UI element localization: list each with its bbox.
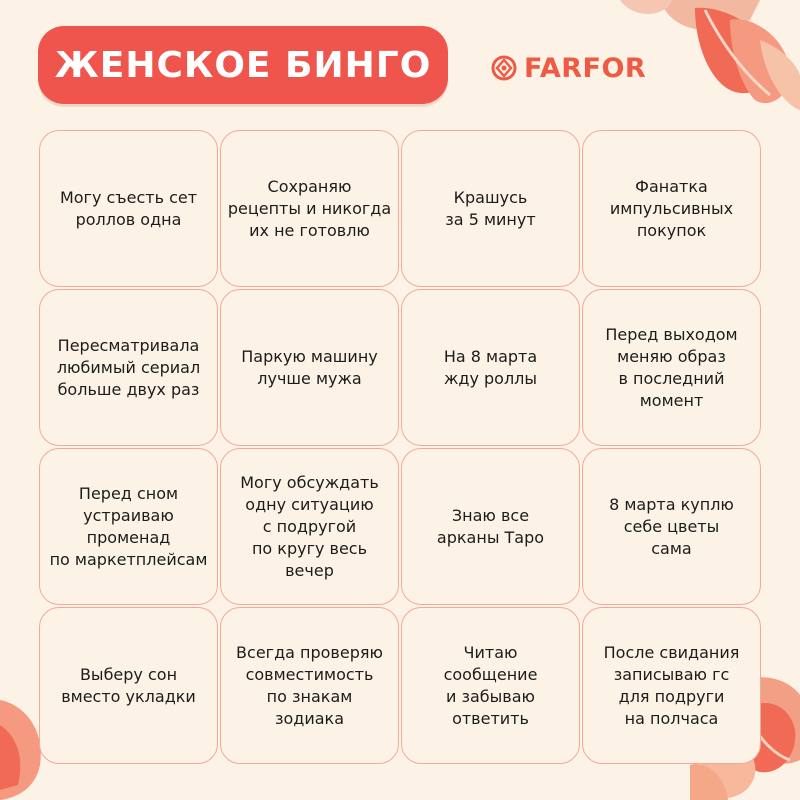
bingo-cell-text: Могу обсуждать одну ситуацию с подругой по кругу весь вечер: [240, 472, 379, 580]
page-title: ЖЕНСКОЕ БИНГО: [54, 44, 432, 86]
bingo-cell-text: Паркую машину лучше мужа: [241, 346, 378, 388]
bingo-cell: [582, 448, 761, 605]
bingo-cell-text: Сохраняю рецепты и никогда их не готовлю: [227, 176, 392, 240]
bingo-cell-text: Всегда проверяю совместимость по знакам зодиака: [236, 642, 383, 728]
bingo-cell: [401, 448, 580, 605]
bingo-cell-text: Выберу сон вместо укладки: [61, 664, 196, 706]
bingo-cell-text: Пересматривала любимый сериал больше двух раз: [56, 335, 201, 399]
bingo-cell-text: На 8 марта жду роллы: [443, 346, 538, 388]
bingo-cell: [401, 130, 580, 287]
bingo-cell: [220, 289, 399, 446]
bingo-cell-text: Могу съесть сет роллов одна: [59, 187, 198, 229]
bingo-cell: [582, 607, 761, 764]
bingo-cell-text: Перед выходом меняю образ в последний момент: [605, 324, 738, 410]
bingo-cell-text: Перед сном устраиваю променад по маркетплейсам: [49, 483, 208, 569]
brand-name: FARFOR: [524, 52, 647, 84]
bingo-cell-text: После свидания записываю гс для подруги на полчаса: [603, 642, 740, 728]
bingo-cell: [220, 607, 399, 764]
bingo-cell-text: Крашусь за 5 минут: [445, 187, 536, 229]
bingo-cell: [220, 130, 399, 287]
bingo-grid: [38, 129, 762, 765]
bingo-cell: [401, 289, 580, 446]
brand-logo: [490, 50, 646, 86]
title-banner: [38, 26, 448, 104]
bingo-cell: [220, 448, 399, 605]
bingo-cell: [39, 448, 218, 605]
bingo-cell: [39, 289, 218, 446]
bingo-cell: [582, 289, 761, 446]
farfor-logo-icon: [490, 54, 518, 82]
bingo-cell-text: Читаю сообщение и забываю ответить: [443, 642, 538, 728]
bingo-cell: [39, 607, 218, 764]
bingo-cell-text: Знаю все арканы Таро: [436, 505, 545, 547]
bingo-cell-text: 8 марта куплю себе цветы сама: [609, 494, 734, 558]
bingo-cell-text: Фанатка импульсивных покупок: [609, 176, 734, 240]
bingo-cell: [582, 130, 761, 287]
bingo-cell: [39, 130, 218, 287]
bingo-cell: [401, 607, 580, 764]
